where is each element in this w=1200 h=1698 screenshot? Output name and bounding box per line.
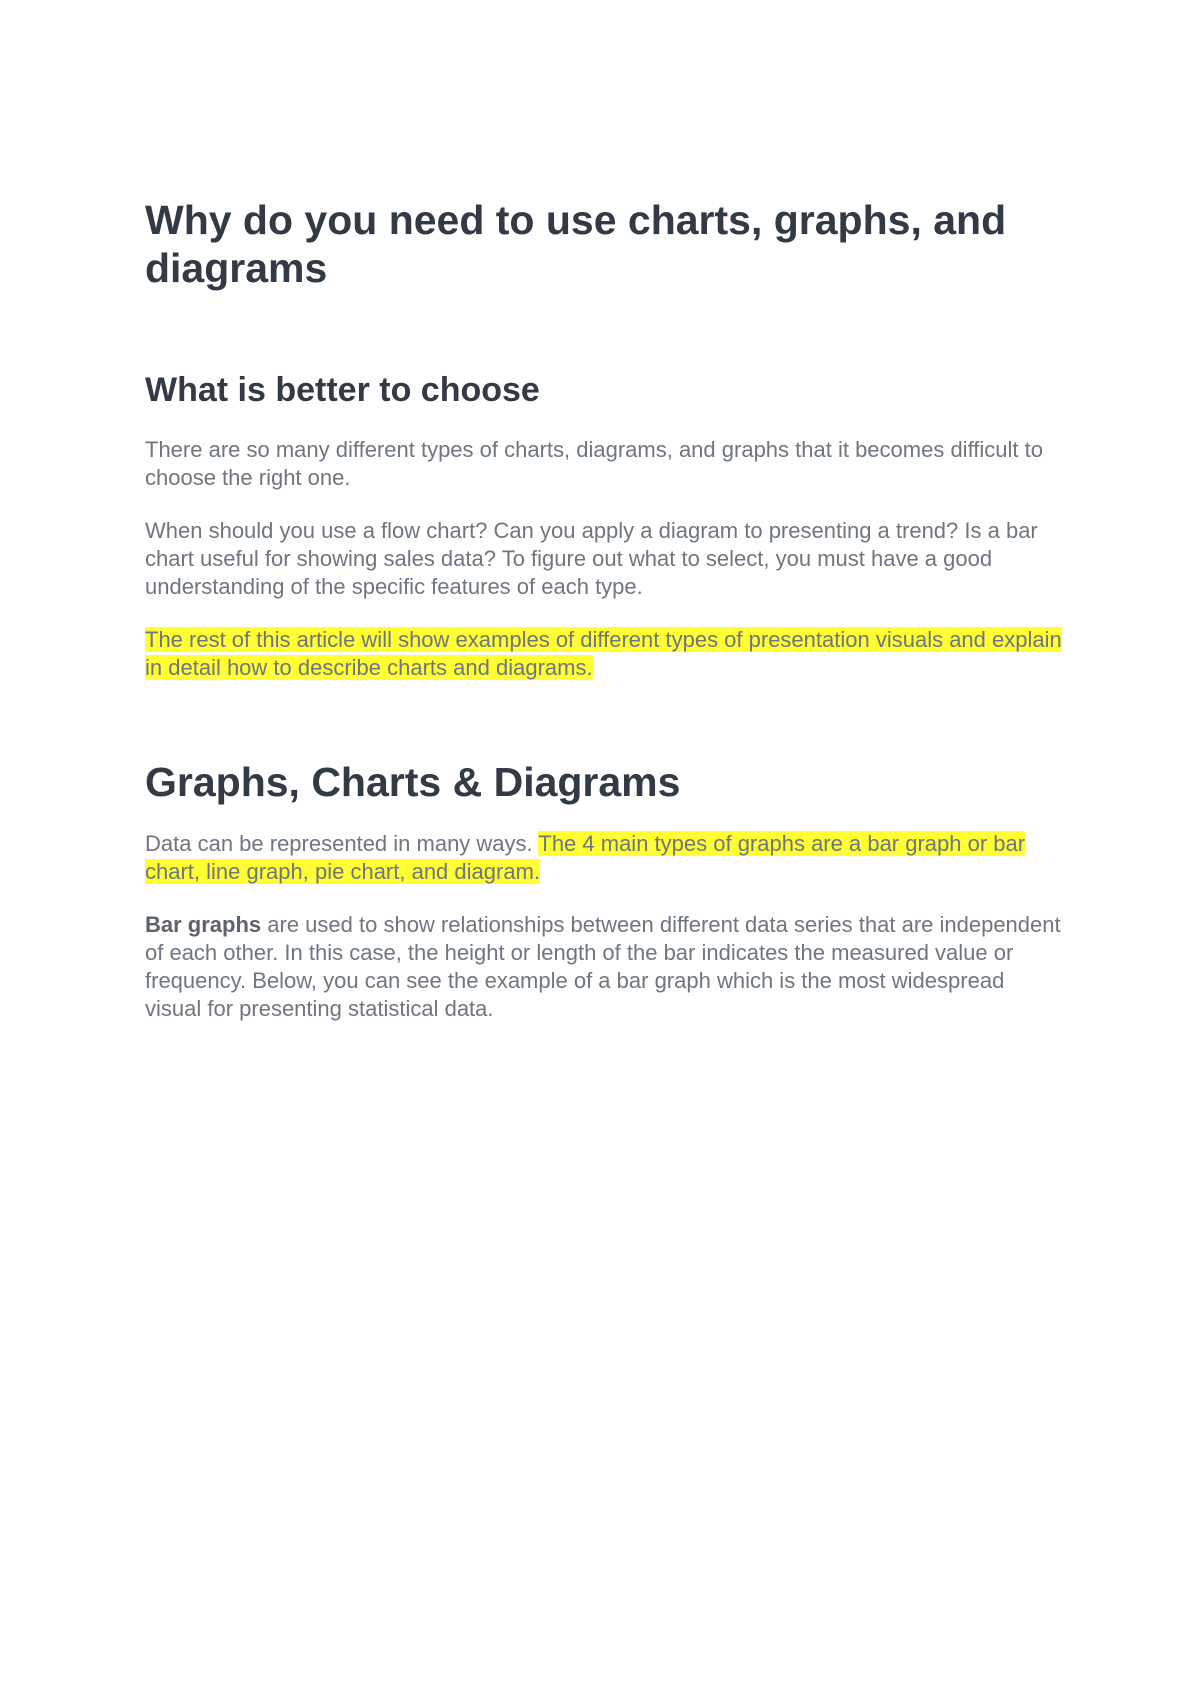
subtitle-what-is-better: What is better to choose xyxy=(145,371,540,409)
paragraph-many-types: There are so many different types of charts, diagrams, and graphs that it becomes difficult to choose the right one. xyxy=(145,437,1043,490)
bold-term: Bar graphs xyxy=(145,912,262,937)
highlighted-text: The 4 main types of graphs are a bar graph or bar chart, line graph, pie chart, and diagram. xyxy=(145,831,1026,884)
paragraph-text: are used to show relationships between different data series that are independent of each other. In this case, the height or length of the bar indicates the measured value or frequency. Below, you can see the example of a bar graph which is the most widespread visual for presenting statistical data. xyxy=(145,912,1061,1021)
paragraph-data-represented xyxy=(145,830,1065,886)
document-page xyxy=(145,196,1065,1021)
paragraph-rest-of-article xyxy=(145,626,1065,682)
highlighted-text: The rest of this article will show examples of different types of presentation visuals and explain in detail how to describe charts and diagrams. xyxy=(145,627,1062,680)
section-title-graphs-charts-diagrams: Graphs, Charts & Diagrams xyxy=(145,759,681,805)
paragraph-questions: When should you use a flow chart? Can you apply a diagram to presenting a trend? Is a bar chart useful for showing sales data? To figure out what to select, you must have a good understanding of the specific features of each type. xyxy=(145,518,1038,599)
document-title: Why do you need to use charts, graphs, and diagrams xyxy=(145,197,1007,291)
paragraph-text: Data can be represented in many ways. xyxy=(145,831,539,856)
paragraph-bar-graphs xyxy=(145,911,1065,1023)
